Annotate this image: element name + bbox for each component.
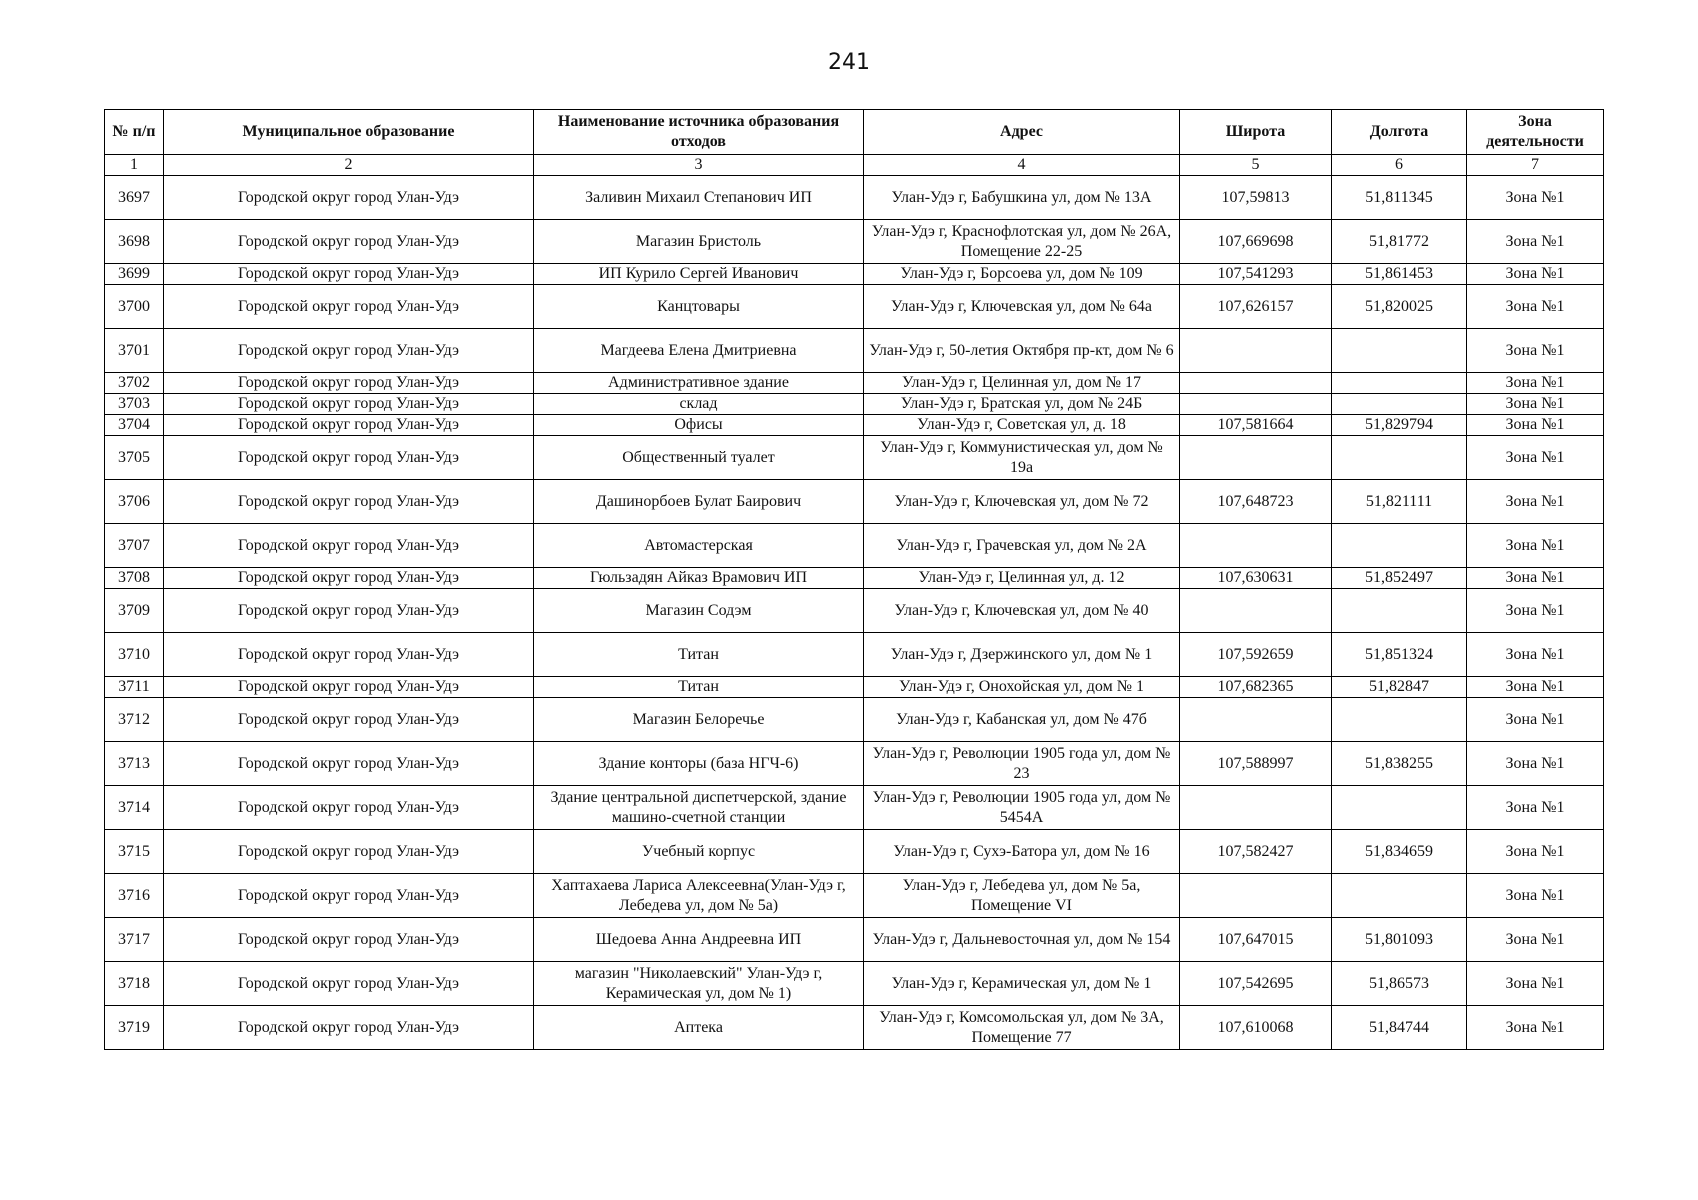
table-row (105, 220, 1604, 264)
address-cell: Улан-Удэ г, Борсоева ул, дом № 109 (864, 264, 1180, 285)
address-cell: Улан-Удэ г, Сухэ-Батора ул, дом № 16 (864, 830, 1180, 874)
zone-cell: Зона №1 (1467, 480, 1604, 524)
row-number: 3712 (105, 698, 164, 742)
latitude-cell: 107,648723 (1180, 480, 1332, 524)
source-name-cell: Здание центральной диспетчерской, здание машино-счетной станции (534, 786, 864, 830)
table-row (105, 589, 1604, 633)
table-row (105, 524, 1604, 568)
longitude-cell (1332, 394, 1467, 415)
longitude-cell: 51,82847 (1332, 677, 1467, 698)
latitude-cell: 107,59813 (1180, 176, 1332, 220)
zone-cell: Зона №1 (1467, 918, 1604, 962)
municipality-cell: Городской округ город Улан-Удэ (164, 415, 534, 436)
source-name-cell: Общественный туалет (534, 436, 864, 480)
zone-cell: Зона №1 (1467, 394, 1604, 415)
row-number: 3717 (105, 918, 164, 962)
source-name-cell: Аптека (534, 1006, 864, 1050)
longitude-cell: 51,834659 (1332, 830, 1467, 874)
address-cell: Улан-Удэ г, Керамическая ул, дом № 1 (864, 962, 1180, 1006)
address-cell: Улан-Удэ г, Коммунистическая ул, дом № 19а (864, 436, 1180, 480)
row-number: 3706 (105, 480, 164, 524)
row-number: 3709 (105, 589, 164, 633)
row-number: 3714 (105, 786, 164, 830)
table-row (105, 394, 1604, 415)
municipality-cell: Городской округ город Улан-Удэ (164, 176, 534, 220)
source-name-cell: Шедоева Анна Андреевна ИП (534, 918, 864, 962)
table-row (105, 415, 1604, 436)
source-name-cell: Хаптахаева Лариса Алексеевна(Улан-Удэ г, Лебедева ул, дом № 5а) (534, 874, 864, 918)
address-cell: Улан-Удэ г, Дальневосточная ул, дом № 154 (864, 918, 1180, 962)
table-row (105, 1006, 1604, 1050)
source-name-cell: Канцтовары (534, 285, 864, 329)
column-number-row (105, 155, 1604, 176)
longitude-cell: 51,81772 (1332, 220, 1467, 264)
source-name-cell: Офисы (534, 415, 864, 436)
address-cell: Улан-Удэ г, Комсомольская ул, дом № 3А, Помещение 77 (864, 1006, 1180, 1050)
longitude-cell: 51,86573 (1332, 962, 1467, 1006)
row-number: 3702 (105, 373, 164, 394)
header-cell: № п/п (105, 110, 164, 155)
table-row (105, 176, 1604, 220)
longitude-cell (1332, 329, 1467, 373)
latitude-cell (1180, 394, 1332, 415)
municipality-cell: Городской округ город Улан-Удэ (164, 830, 534, 874)
address-cell: Улан-Удэ г, Ключевская ул, дом № 40 (864, 589, 1180, 633)
source-name-cell: Здание конторы (база НГЧ-6) (534, 742, 864, 786)
source-name-cell: ИП Курило Сергей Иванович (534, 264, 864, 285)
table-row (105, 874, 1604, 918)
municipality-cell: Городской округ город Улан-Удэ (164, 786, 534, 830)
zone-cell: Зона №1 (1467, 1006, 1604, 1050)
row-number: 3708 (105, 568, 164, 589)
zone-cell: Зона №1 (1467, 285, 1604, 329)
table-body (105, 176, 1604, 1050)
column-number: 1 (105, 155, 164, 176)
latitude-cell (1180, 373, 1332, 394)
header-cell: Муниципальное образование (164, 110, 534, 155)
municipality-cell: Городской округ город Улан-Удэ (164, 918, 534, 962)
row-number: 3704 (105, 415, 164, 436)
latitude-cell (1180, 698, 1332, 742)
source-name-cell: Магазин Белоречье (534, 698, 864, 742)
table-row (105, 285, 1604, 329)
longitude-cell (1332, 874, 1467, 918)
address-cell: Улан-Удэ г, Братская ул, дом № 24Б (864, 394, 1180, 415)
latitude-cell: 107,542695 (1180, 962, 1332, 1006)
latitude-cell: 107,541293 (1180, 264, 1332, 285)
zone-cell: Зона №1 (1467, 742, 1604, 786)
column-number: 7 (1467, 155, 1604, 176)
municipality-cell: Городской округ город Улан-Удэ (164, 220, 534, 264)
longitude-cell: 51,829794 (1332, 415, 1467, 436)
address-cell: Улан-Удэ г, Бабушкина ул, дом № 13А (864, 176, 1180, 220)
latitude-cell: 107,682365 (1180, 677, 1332, 698)
municipality-cell: Городской округ город Улан-Удэ (164, 698, 534, 742)
municipality-cell: Городской округ город Улан-Удэ (164, 524, 534, 568)
source-name-cell: склад (534, 394, 864, 415)
latitude-cell: 107,592659 (1180, 633, 1332, 677)
row-number: 3713 (105, 742, 164, 786)
row-number: 3700 (105, 285, 164, 329)
municipality-cell: Городской округ город Улан-Удэ (164, 633, 534, 677)
latitude-cell (1180, 874, 1332, 918)
source-name-cell: Административное здание (534, 373, 864, 394)
address-cell: Улан-Удэ г, Революции 1905 года ул, дом № 23 (864, 742, 1180, 786)
waste-sources-table (104, 109, 1604, 1050)
latitude-cell (1180, 436, 1332, 480)
source-name-cell: Магазин Бристоль (534, 220, 864, 264)
longitude-cell: 51,861453 (1332, 264, 1467, 285)
table-row (105, 698, 1604, 742)
longitude-cell (1332, 786, 1467, 830)
longitude-cell: 51,820025 (1332, 285, 1467, 329)
zone-cell: Зона №1 (1467, 962, 1604, 1006)
municipality-cell: Городской округ город Улан-Удэ (164, 285, 534, 329)
source-name-cell: Заливин Михаил Степанович ИП (534, 176, 864, 220)
address-cell: Улан-Удэ г, Кабанская ул, дом № 47б (864, 698, 1180, 742)
longitude-cell (1332, 698, 1467, 742)
longitude-cell (1332, 373, 1467, 394)
municipality-cell: Городской округ город Улан-Удэ (164, 568, 534, 589)
zone-cell: Зона №1 (1467, 415, 1604, 436)
header-cell: Зона деятельности (1467, 110, 1604, 155)
zone-cell: Зона №1 (1467, 220, 1604, 264)
municipality-cell: Городской округ город Улан-Удэ (164, 962, 534, 1006)
zone-cell: Зона №1 (1467, 373, 1604, 394)
table-row (105, 742, 1604, 786)
source-name-cell: Магазин Содэм (534, 589, 864, 633)
row-number: 3699 (105, 264, 164, 285)
zone-cell: Зона №1 (1467, 264, 1604, 285)
latitude-cell: 107,610068 (1180, 1006, 1332, 1050)
zone-cell: Зона №1 (1467, 874, 1604, 918)
table-row (105, 373, 1604, 394)
zone-cell: Зона №1 (1467, 568, 1604, 589)
row-number: 3703 (105, 394, 164, 415)
table-row (105, 918, 1604, 962)
table-row (105, 329, 1604, 373)
longitude-cell: 51,801093 (1332, 918, 1467, 962)
table-row (105, 568, 1604, 589)
latitude-cell: 107,647015 (1180, 918, 1332, 962)
column-number: 2 (164, 155, 534, 176)
header-row (105, 110, 1604, 155)
latitude-cell: 107,669698 (1180, 220, 1332, 264)
longitude-cell (1332, 524, 1467, 568)
municipality-cell: Городской округ город Улан-Удэ (164, 874, 534, 918)
table-row (105, 633, 1604, 677)
municipality-cell: Городской округ город Улан-Удэ (164, 373, 534, 394)
zone-cell: Зона №1 (1467, 436, 1604, 480)
municipality-cell: Городской округ город Улан-Удэ (164, 329, 534, 373)
longitude-cell: 51,851324 (1332, 633, 1467, 677)
column-number: 6 (1332, 155, 1467, 176)
table-row (105, 786, 1604, 830)
table-row (105, 677, 1604, 698)
address-cell: Улан-Удэ г, Целинная ул, д. 12 (864, 568, 1180, 589)
zone-cell: Зона №1 (1467, 677, 1604, 698)
row-number: 3701 (105, 329, 164, 373)
latitude-cell (1180, 329, 1332, 373)
address-cell: Улан-Удэ г, 50-летия Октября пр-кт, дом № 6 (864, 329, 1180, 373)
row-number: 3710 (105, 633, 164, 677)
address-cell: Улан-Удэ г, Целинная ул, дом № 17 (864, 373, 1180, 394)
table-row (105, 480, 1604, 524)
longitude-cell: 51,84744 (1332, 1006, 1467, 1050)
row-number: 3718 (105, 962, 164, 1006)
latitude-cell (1180, 589, 1332, 633)
zone-cell: Зона №1 (1467, 830, 1604, 874)
zone-cell: Зона №1 (1467, 698, 1604, 742)
municipality-cell: Городской округ город Улан-Удэ (164, 589, 534, 633)
municipality-cell: Городской округ город Улан-Удэ (164, 1006, 534, 1050)
municipality-cell: Городской округ город Улан-Удэ (164, 394, 534, 415)
header-cell: Адрес (864, 110, 1180, 155)
latitude-cell: 107,588997 (1180, 742, 1332, 786)
address-cell: Улан-Удэ г, Краснофлотская ул, дом № 26А, Помещение 22-25 (864, 220, 1180, 264)
latitude-cell: 107,581664 (1180, 415, 1332, 436)
longitude-cell: 51,811345 (1332, 176, 1467, 220)
municipality-cell: Городской округ город Улан-Удэ (164, 436, 534, 480)
column-number: 4 (864, 155, 1180, 176)
address-cell: Улан-Удэ г, Онохойская ул, дом № 1 (864, 677, 1180, 698)
table-row (105, 830, 1604, 874)
municipality-cell: Городской округ город Улан-Удэ (164, 480, 534, 524)
column-number: 3 (534, 155, 864, 176)
row-number: 3705 (105, 436, 164, 480)
latitude-cell (1180, 786, 1332, 830)
longitude-cell (1332, 436, 1467, 480)
longitude-cell: 51,852497 (1332, 568, 1467, 589)
source-name-cell: магазин "Николаевский" Улан-Удэ г, Керамическая ул, дом № 1) (534, 962, 864, 1006)
longitude-cell (1332, 589, 1467, 633)
row-number: 3716 (105, 874, 164, 918)
municipality-cell: Городской округ город Улан-Удэ (164, 677, 534, 698)
source-name-cell: Магдеева Елена Дмитриевна (534, 329, 864, 373)
source-name-cell: Титан (534, 677, 864, 698)
address-cell: Улан-Удэ г, Грачевская ул, дом № 2А (864, 524, 1180, 568)
source-name-cell: Дашинорбоев Булат Баирович (534, 480, 864, 524)
row-number: 3715 (105, 830, 164, 874)
table-row (105, 436, 1604, 480)
source-name-cell: Учебный корпус (534, 830, 864, 874)
row-number: 3719 (105, 1006, 164, 1050)
zone-cell: Зона №1 (1467, 633, 1604, 677)
latitude-cell: 107,582427 (1180, 830, 1332, 874)
header-cell: Наименование источника образования отходов (534, 110, 864, 155)
municipality-cell: Городской округ город Улан-Удэ (164, 742, 534, 786)
table-row (105, 962, 1604, 1006)
source-name-cell: Гюльзадян Айказ Врамович ИП (534, 568, 864, 589)
row-number: 3697 (105, 176, 164, 220)
municipality-cell: Городской округ город Улан-Удэ (164, 264, 534, 285)
longitude-cell: 51,838255 (1332, 742, 1467, 786)
longitude-cell: 51,821111 (1332, 480, 1467, 524)
source-name-cell: Титан (534, 633, 864, 677)
address-cell: Улан-Удэ г, Дзержинского ул, дом № 1 (864, 633, 1180, 677)
address-cell: Улан-Удэ г, Ключевская ул, дом № 72 (864, 480, 1180, 524)
table-row (105, 264, 1604, 285)
header-cell: Широта (1180, 110, 1332, 155)
zone-cell: Зона №1 (1467, 329, 1604, 373)
zone-cell: Зона №1 (1467, 589, 1604, 633)
page-number: 241 (828, 50, 870, 75)
address-cell: Улан-Удэ г, Ключевская ул, дом № 64а (864, 285, 1180, 329)
zone-cell: Зона №1 (1467, 786, 1604, 830)
latitude-cell: 107,630631 (1180, 568, 1332, 589)
source-name-cell: Автомастерская (534, 524, 864, 568)
address-cell: Улан-Удэ г, Советская ул, д. 18 (864, 415, 1180, 436)
zone-cell: Зона №1 (1467, 176, 1604, 220)
row-number: 3707 (105, 524, 164, 568)
row-number: 3711 (105, 677, 164, 698)
address-cell: Улан-Удэ г, Революции 1905 года ул, дом № 5454А (864, 786, 1180, 830)
column-number: 5 (1180, 155, 1332, 176)
address-cell: Улан-Удэ г, Лебедева ул, дом № 5а, Помещение VI (864, 874, 1180, 918)
latitude-cell: 107,626157 (1180, 285, 1332, 329)
latitude-cell (1180, 524, 1332, 568)
header-cell: Долгота (1332, 110, 1467, 155)
row-number: 3698 (105, 220, 164, 264)
zone-cell: Зона №1 (1467, 524, 1604, 568)
